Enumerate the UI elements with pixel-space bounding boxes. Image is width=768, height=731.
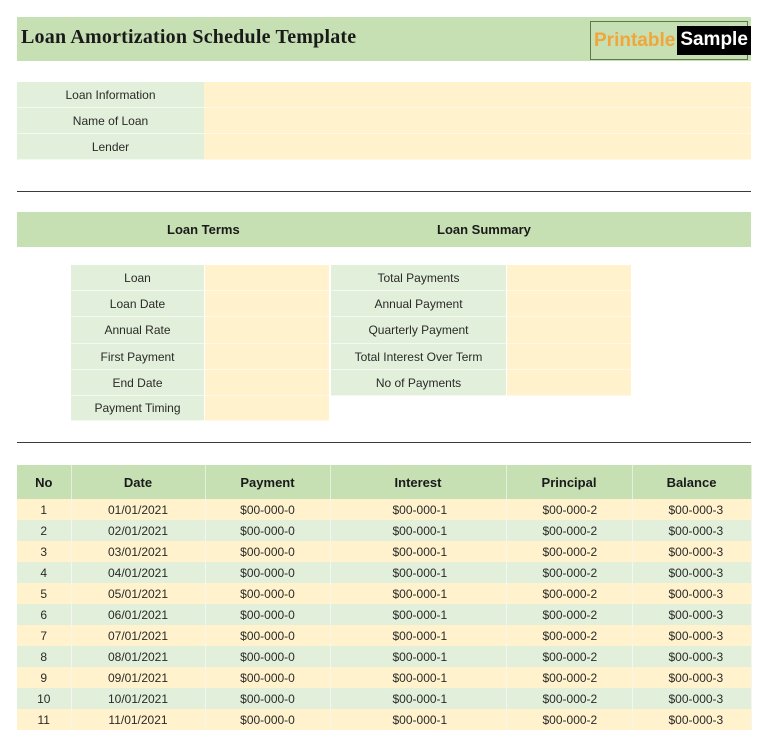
column-header-payment: Payment	[205, 465, 330, 499]
cell-interest[interactable]: $00-000-1	[330, 541, 506, 562]
cell-interest[interactable]: $00-000-1	[330, 499, 506, 520]
cell-interest[interactable]: $00-000-1	[330, 520, 506, 541]
logo-text-printable: Printable	[594, 29, 676, 51]
table-row	[17, 520, 751, 541]
table-row	[17, 625, 751, 646]
table-row	[17, 709, 751, 730]
cell-balance[interactable]: $00-000-3	[632, 604, 751, 625]
cell-balance[interactable]: $00-000-3	[632, 646, 751, 667]
cell-payment[interactable]: $00-000-0	[205, 520, 330, 541]
end-date-label: End Date	[71, 370, 204, 396]
cell-principal[interactable]: $00-000-2	[506, 562, 632, 583]
quarterly-payment-label: Quarterly Payment	[331, 317, 506, 344]
cell-date[interactable]: 05/01/2021	[71, 583, 205, 604]
divider	[17, 191, 751, 192]
column-header-balance: Balance	[632, 465, 751, 499]
total-payments-label: Total Payments	[331, 265, 506, 291]
column-header-principal: Principal	[506, 465, 632, 499]
table-row	[17, 667, 751, 688]
payment-timing-field[interactable]	[205, 396, 329, 421]
cell-principal[interactable]: $00-000-2	[506, 583, 632, 604]
loan-date-label: Loan Date	[71, 291, 204, 317]
cell-payment[interactable]: $00-000-0	[205, 688, 330, 709]
cell-interest[interactable]: $00-000-1	[330, 625, 506, 646]
loan-date-field[interactable]	[205, 291, 329, 317]
cell-date[interactable]: 09/01/2021	[71, 667, 205, 688]
cell-payment[interactable]: $00-000-0	[205, 604, 330, 625]
cell-interest[interactable]: $00-000-1	[330, 667, 506, 688]
cell-interest[interactable]: $00-000-1	[330, 604, 506, 625]
cell-interest[interactable]: $00-000-1	[330, 646, 506, 667]
cell-no[interactable]: 11	[17, 709, 71, 730]
loan-terms-heading: Loan Terms	[167, 222, 240, 237]
cell-payment[interactable]: $00-000-0	[205, 562, 330, 583]
annual-payment-label: Annual Payment	[331, 291, 506, 317]
total-interest-field[interactable]	[507, 344, 631, 370]
cell-payment[interactable]: $00-000-0	[205, 583, 330, 604]
terms-summary-header	[17, 212, 751, 247]
end-date-field[interactable]	[205, 370, 329, 396]
title-bar	[17, 17, 751, 61]
name-of-loan-field[interactable]	[204, 108, 751, 134]
cell-no[interactable]: 9	[17, 667, 71, 688]
total-interest-label: Total Interest Over Term	[331, 344, 506, 370]
quarterly-payment-field[interactable]	[507, 317, 631, 344]
table-row	[17, 499, 751, 520]
cell-principal[interactable]: $00-000-2	[506, 520, 632, 541]
cell-balance[interactable]: $00-000-3	[632, 520, 751, 541]
table-row	[17, 562, 751, 583]
cell-principal[interactable]: $00-000-2	[506, 625, 632, 646]
cell-payment[interactable]: $00-000-0	[205, 667, 330, 688]
annual-rate-label: Annual Rate	[71, 317, 204, 344]
cell-principal[interactable]: $00-000-2	[506, 541, 632, 562]
column-header-no: No	[17, 465, 71, 499]
first-payment-field[interactable]	[205, 344, 329, 370]
cell-balance[interactable]: $00-000-3	[632, 688, 751, 709]
cell-no[interactable]: 3	[17, 541, 71, 562]
cell-balance[interactable]: $00-000-3	[632, 499, 751, 520]
amortization-schedule-table	[17, 465, 752, 730]
cell-date[interactable]: 04/01/2021	[71, 562, 205, 583]
cell-date[interactable]: 07/01/2021	[71, 625, 205, 646]
cell-date[interactable]: 11/01/2021	[71, 709, 205, 730]
cell-payment[interactable]: $00-000-0	[205, 541, 330, 562]
cell-interest[interactable]: $00-000-1	[330, 709, 506, 730]
cell-no[interactable]: 4	[17, 562, 71, 583]
cell-principal[interactable]: $00-000-2	[506, 499, 632, 520]
loan-label: Loan	[71, 265, 204, 291]
table-row	[17, 604, 751, 625]
column-header-interest: Interest	[330, 465, 506, 499]
cell-principal[interactable]: $00-000-2	[506, 604, 632, 625]
cell-date[interactable]: 06/01/2021	[71, 604, 205, 625]
cell-principal[interactable]: $00-000-2	[506, 667, 632, 688]
no-of-payments-label: No of Payments	[331, 370, 506, 396]
cell-principal[interactable]: $00-000-2	[506, 646, 632, 667]
cell-no[interactable]: 7	[17, 625, 71, 646]
cell-date[interactable]: 10/01/2021	[71, 688, 205, 709]
divider	[17, 442, 751, 443]
loan-field[interactable]	[205, 265, 329, 291]
cell-interest[interactable]: $00-000-1	[330, 562, 506, 583]
cell-date[interactable]: 03/01/2021	[71, 541, 205, 562]
cell-no[interactable]: 5	[17, 583, 71, 604]
name-of-loan-label: Name of Loan	[17, 108, 204, 134]
cell-payment[interactable]: $00-000-0	[205, 646, 330, 667]
loan-information-label: Loan Information	[17, 82, 204, 108]
total-payments-field[interactable]	[507, 265, 631, 291]
cell-date[interactable]: 01/01/2021	[71, 499, 205, 520]
cell-date[interactable]: 08/01/2021	[71, 646, 205, 667]
cell-balance[interactable]: $00-000-3	[632, 709, 751, 730]
cell-principal[interactable]: $00-000-2	[506, 688, 632, 709]
cell-date[interactable]: 02/01/2021	[71, 520, 205, 541]
table-header-row	[17, 465, 751, 499]
cell-interest[interactable]: $00-000-1	[330, 688, 506, 709]
annual-payment-field[interactable]	[507, 291, 631, 317]
brand-logo	[590, 21, 748, 60]
logo-text-sample: Sample	[677, 26, 751, 55]
first-payment-label: First Payment	[71, 344, 204, 370]
cell-payment[interactable]: $00-000-0	[205, 709, 330, 730]
cell-no[interactable]: 6	[17, 604, 71, 625]
column-header-date: Date	[71, 465, 205, 499]
cell-no[interactable]: 2	[17, 520, 71, 541]
no-of-payments-field[interactable]	[507, 370, 631, 396]
loan-information-field[interactable]	[204, 82, 751, 108]
lender-label: Lender	[17, 134, 204, 160]
cell-no[interactable]: 8	[17, 646, 71, 667]
annual-rate-field[interactable]	[205, 317, 329, 344]
loan-summary-heading: Loan Summary	[437, 222, 531, 237]
cell-balance[interactable]: $00-000-3	[632, 541, 751, 562]
page-title: Loan Amortization Schedule Template	[21, 26, 357, 48]
cell-balance[interactable]: $00-000-3	[632, 667, 751, 688]
cell-payment[interactable]: $00-000-0	[205, 499, 330, 520]
cell-no[interactable]: 1	[17, 499, 71, 520]
cell-interest[interactable]: $00-000-1	[330, 583, 506, 604]
table-row	[17, 646, 751, 667]
cell-balance[interactable]: $00-000-3	[632, 562, 751, 583]
cell-no[interactable]: 10	[17, 688, 71, 709]
table-row	[17, 583, 751, 604]
payment-timing-label: Payment Timing	[71, 396, 204, 421]
cell-principal[interactable]: $00-000-2	[506, 709, 632, 730]
cell-payment[interactable]: $00-000-0	[205, 625, 330, 646]
cell-balance[interactable]: $00-000-3	[632, 625, 751, 646]
table-row	[17, 688, 751, 709]
lender-field[interactable]	[204, 134, 751, 160]
table-row	[17, 541, 751, 562]
cell-balance[interactable]: $00-000-3	[632, 583, 751, 604]
